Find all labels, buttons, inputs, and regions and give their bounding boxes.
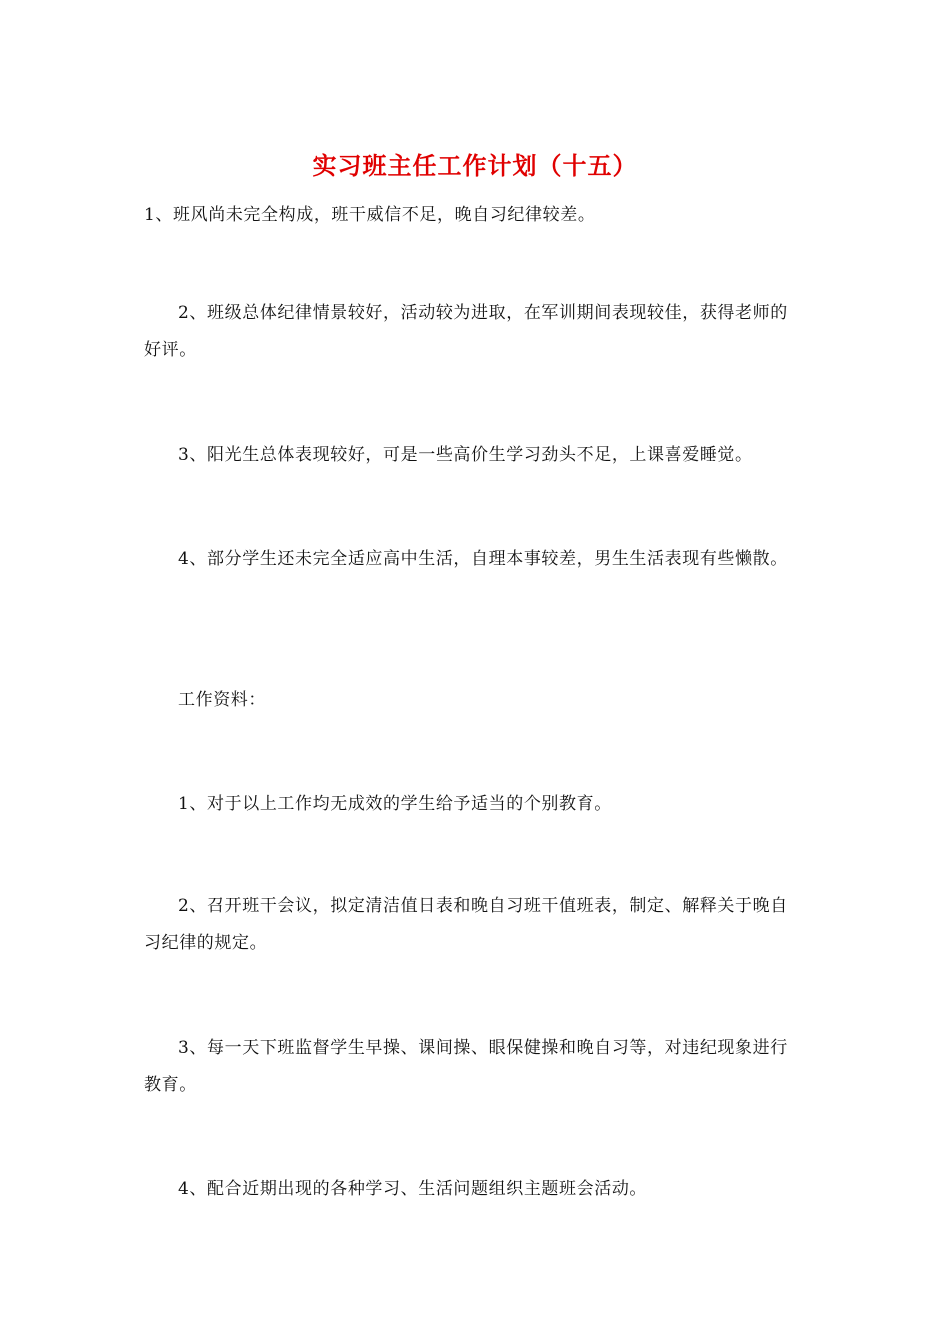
work-item-1: 1、对于以上工作均无成效的学生给予适当的个别教育。	[178, 794, 612, 814]
work-item-2: 2、召开班干会议，拟定清洁值日表和晚自习班干值班表，制定、解释关于晚自习纪律的规定。	[144, 896, 788, 953]
situation-item-1: 1、班风尚未完全构成，班干威信不足，晚自习纪律较差。	[144, 205, 596, 225]
situation-item-3: 3、阳光生总体表现较好，可是一些高价生学习劲头不足，上课喜爱睡觉。	[178, 445, 753, 465]
work-item-3: 3、每一天下班监督学生早操、课间操、眼保健操和晚自习等，对违纪现象进行教育。	[144, 1038, 788, 1095]
document-title: 实习班主任工作计划（十五）	[312, 151, 638, 180]
work-item-4: 4、配合近期出现的各种学习、生活问题组织主题班会活动。	[178, 1179, 648, 1199]
situation-item-4: 4、部分学生还未完全适应高中生活，自理本事较差，男生生活表现有些懒散。	[178, 549, 788, 569]
work-heading: 工作资料：	[178, 690, 266, 710]
situation-item-2: 2、班级总体纪律情景较好，活动较为进取，在军训期间表现较佳，获得老师的好评。	[144, 303, 788, 360]
